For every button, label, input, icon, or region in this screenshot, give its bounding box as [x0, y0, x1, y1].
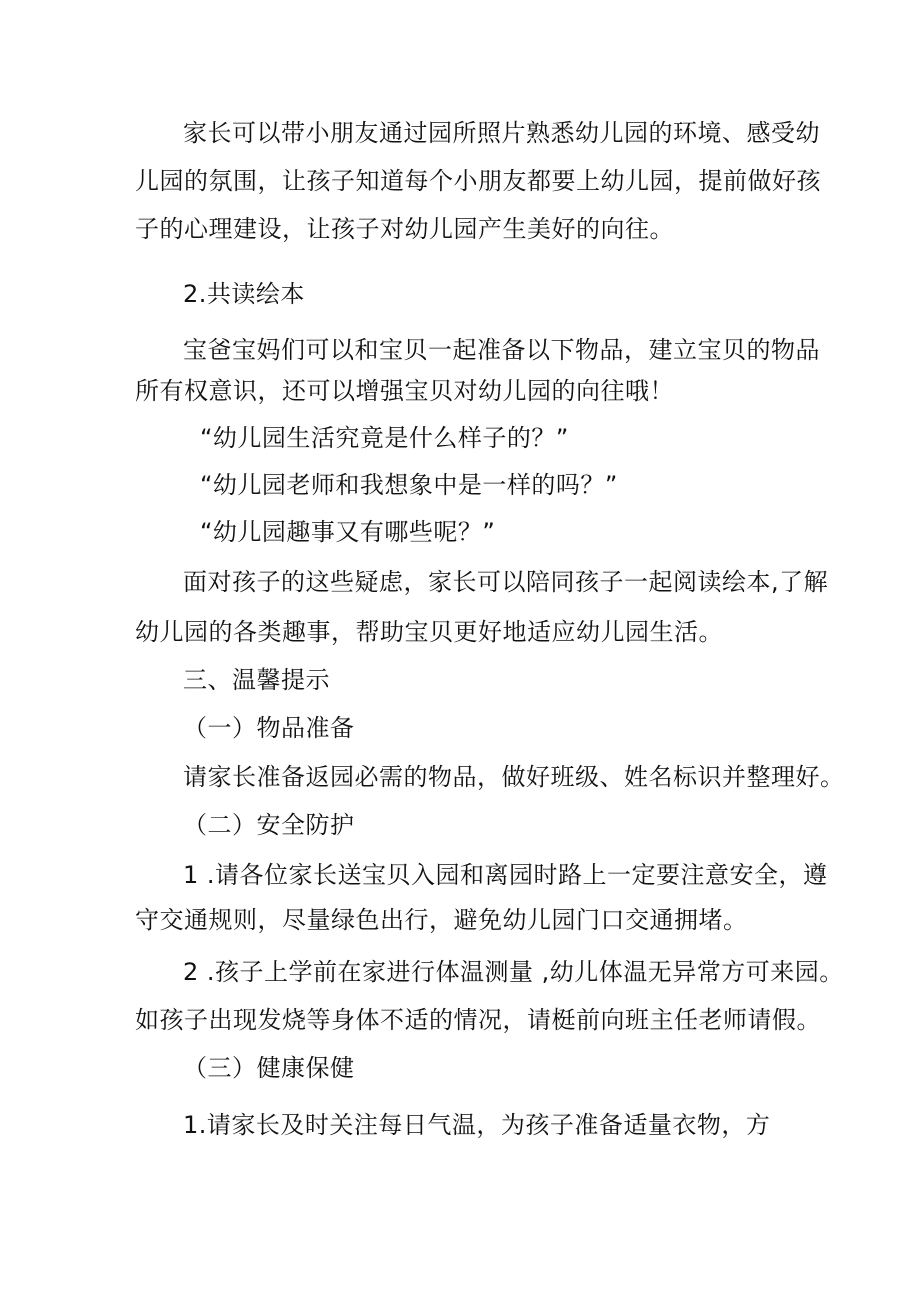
- paragraph-line: 面对孩子的这些疑虑，家长可以陪同孩子一起阅读绘本,了解: [183, 568, 829, 596]
- paragraph-line: 宝爸宝妈们可以和宝贝一起准备以下物品，建立宝贝的物品: [183, 336, 820, 364]
- list-item-line: 1 .请各位家长送宝贝入园和离园时路上一定要注意安全，遵: [183, 861, 828, 889]
- paragraph-line: 请家长准备返园必需的物品，做好班级、姓名标识并整理好。: [183, 763, 845, 791]
- paragraph-line: 子的心理建设，让孩子对幼儿园产生美好的向往。: [135, 215, 674, 243]
- question-line: “幼儿园生活究竟是什么样子的？”: [200, 424, 569, 452]
- list-item-line: 2 .孩子上学前在家进行体温测量 ,幼儿体温无异常方可来园。: [183, 958, 844, 986]
- list-item-line: 1.请家长及时关注每日气温，为孩子准备适量衣物，方: [183, 1111, 771, 1139]
- question-line: “幼儿园趣事又有哪些呢？”: [200, 518, 496, 546]
- section-heading: 2.共读绘本: [183, 280, 305, 308]
- paragraph-line: 所有权意识，还可以增强宝贝对幼儿园的向往哦！: [135, 377, 674, 405]
- subsection-heading: （一）物品准备: [183, 714, 355, 742]
- paragraph-line: 儿园的氛围，让孩子知道每个小朋友都要上幼儿园，提前做好孩: [135, 167, 821, 195]
- paragraph-line: 幼儿园的各类趣事，帮助宝贝更好地适应幼儿园生活。: [135, 618, 723, 646]
- list-item-line: 如孩子出现发烧等身体不适的情况，请梃前向班主任老师请假。: [135, 1006, 821, 1034]
- question-line: “幼儿园老师和我想象中是一样的吗？”: [200, 471, 618, 499]
- subsection-heading: （二）安全防护: [183, 811, 355, 839]
- paragraph-line: 家长可以带小朋友通过园所照片熟悉幼儿园的环境、感受幼: [183, 119, 820, 147]
- section-heading: 三、温馨提示: [183, 666, 330, 694]
- list-item-line: 守交通规则，尽量绿色出行，避免幼儿园门口交通拥堵。: [135, 906, 748, 934]
- subsection-heading: （三）健康保健: [183, 1054, 355, 1082]
